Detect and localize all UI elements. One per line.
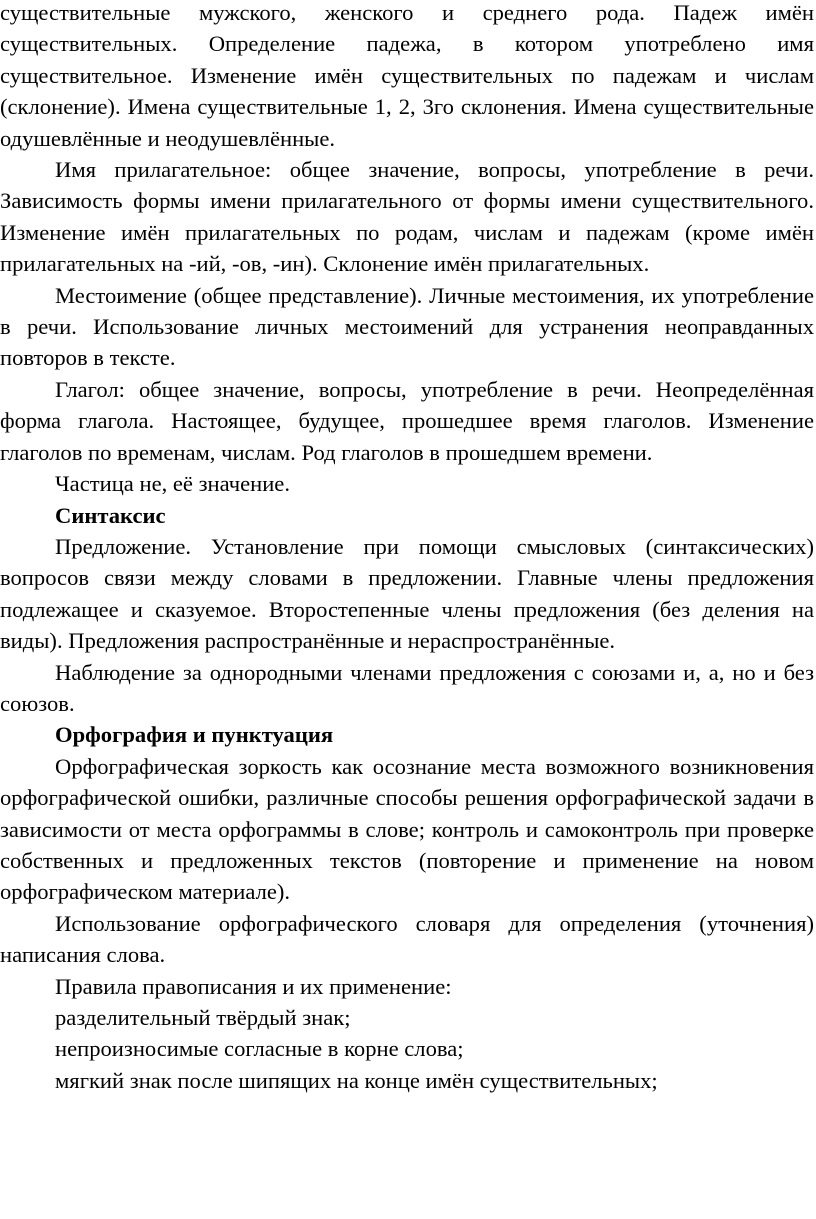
list-item-soft-sign: мягкий знак после шипящих на конце имён существительных; <box>55 1067 658 1093</box>
paragraph-pronoun: Местоимение (общее представление). Личные местоимения, их употребление в речи. Использование личных местоимений для устранения неоправданных повторов в тексте. <box>0 282 814 371</box>
paragraph-verb: Глагол: общее значение, вопросы, употребление в речи. Неопределённая форма глагола. Настоящее, будущее, прошедшее время глаголов. Изменение глаголов по временам, числам. Род глаголов в прошедшем времени. <box>0 376 814 465</box>
list-item-silent-consonants: непроизносимые согласные в корне слова; <box>55 1036 464 1062</box>
paragraph-nouns-continued: существительные мужского, женского и среднего рода. Падеж имён существительных. Определение падежа, в котором употреблено имя существительное. Изменение имён существительных по падежам и числам (склонение). Имена существительные 1, 2, 3го склонения. Имена существительные одушевлённые и неодушевлённые. <box>0 0 814 151</box>
paragraph-spelling-vigilance: Орфографическая зоркость как осознание места возможного возникновения орфографической ошибки, различные способы решения орфографической задачи в зависимости от места орфограммы в слове; контроль и самоконтроль при проверке собственных и предложенных текстов (повторение и применение на новом орфографическом материале). <box>0 753 814 905</box>
paragraph-sentence: Предложение. Установление при помощи смысловых (синтаксических) вопросов связи между словами в предложении. Главные члены предложения подлежащее и сказуемое. Второстепенные члены предложения (без деления на виды). Предложения распространённые и нераспространённые. <box>0 533 814 654</box>
paragraph-particle: Частица не, её значение. <box>55 471 290 497</box>
paragraph-rules: Правила правописания и их применение: <box>55 973 452 999</box>
paragraph-homogeneous-members: Наблюдение за однородными членами предложения с союзами и, а, но и без союзов. <box>0 659 814 716</box>
paragraph-adjective: Имя прилагательное: общее значение, вопросы, употребление в речи. Зависимость формы имени прилагательного от формы имени существительного. Изменение имён прилагательных по родам, числам и падежам (кроме имён прилагательных на -ий, -ов, -ин). Склонение имён прилагательных. <box>0 157 814 277</box>
heading-syntax: Синтаксис <box>55 502 166 528</box>
paragraph-dictionary: Использование орфографического словаря для определения (уточнения) написания слова. <box>0 910 814 968</box>
heading-orthography: Орфография и пунктуация <box>55 722 334 748</box>
list-item-hard-sign: разделительный твёрдый знак; <box>55 1005 351 1030</box>
